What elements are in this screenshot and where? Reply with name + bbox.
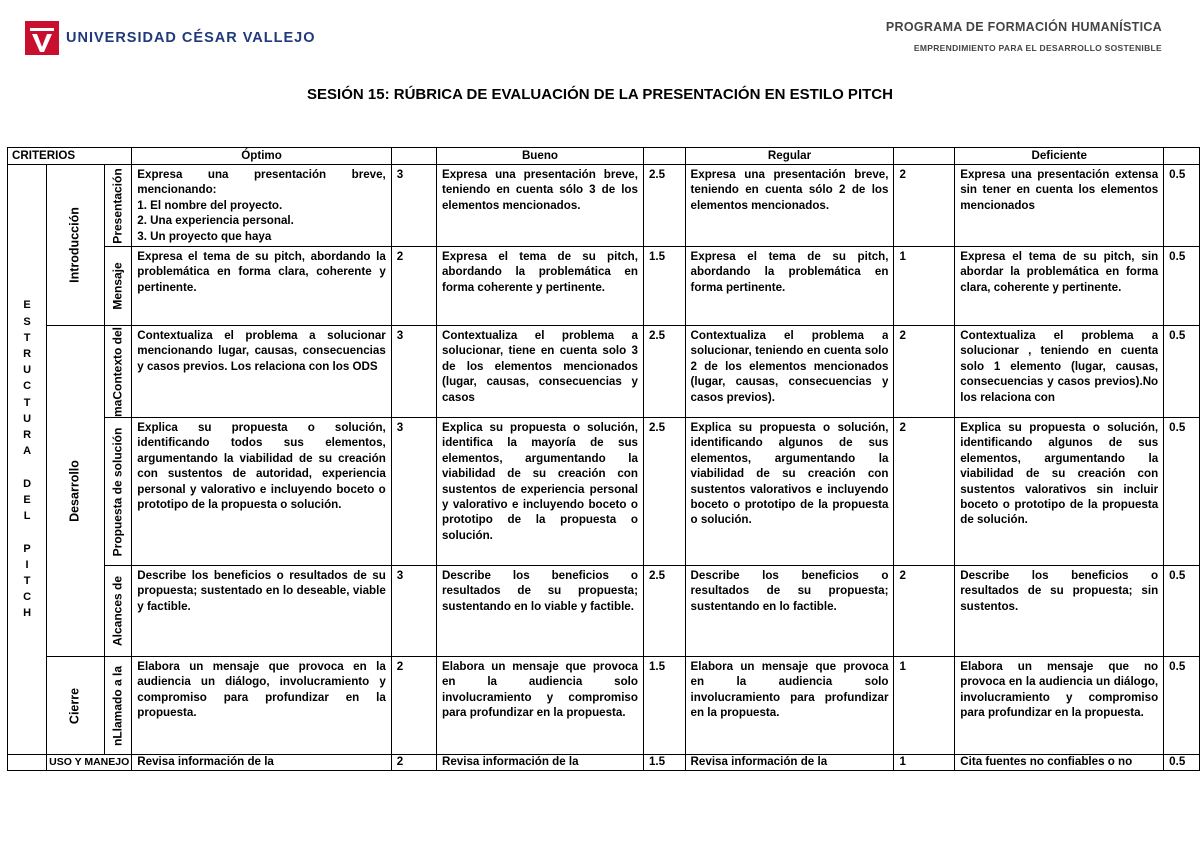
criterion-alcances: Alcances de (104, 566, 131, 657)
score-bueno: 2.5 (643, 566, 685, 657)
cell-regular: Describe los beneficios o resultados de su propuesta; sustentando en lo factible. (685, 566, 894, 657)
criterion-mensaje: Mensaje (104, 247, 131, 326)
cell-deficiente: Expresa una presentación extensa sin tener en cuenta los elementos mencionados (955, 165, 1164, 247)
table-row (8, 247, 1200, 326)
score-regular: 2 (894, 326, 955, 418)
score-optimo: 3 (391, 165, 436, 247)
score-bueno: 2.5 (643, 165, 685, 247)
criterion-llamado: nLlamado a la (104, 657, 131, 755)
cell-bueno: Contextualiza el problema a solucionar, tiene en cuenta solo 3 de los elementos mencionados (lugar, causas, consecuencias y casos (436, 326, 643, 418)
cell-regular: Contextualiza el problema a solucionar, teniendo en cuenta solo 2 de los elementos mencionados (lugar, causas, consecuencias y casos previos). (685, 326, 894, 418)
score-deficiente: 0.5 (1164, 165, 1200, 247)
cell-regular: Explica su propuesta o solución, identificando algunos de sus elementos, argumentando la viabilidad de su creación con sustentos valorativos e incluyendo boceto o prototipo de la propuesta o solución. (685, 418, 894, 566)
table-header-row (8, 148, 1200, 165)
cell-deficiente: Elabora un mensaje que no provoca en la audiencia un diálogo, involucramiento y compromiso para profundizar en la propuesta. (955, 657, 1164, 755)
table-row (8, 566, 1200, 657)
header-optimo: Óptimo (132, 148, 392, 165)
cell-regular: Elabora un mensaje que provoca en la audiencia solo involucramiento para profundizar en la propuesta. (685, 657, 894, 755)
cell-optimo: Explica su propuesta o solución, identificando todos sus elementos, argumentando la viabilidad de su creación con sustentos de autoridad, experiencia personal y valorativo e incluyendo boceto o prototipo de la propuesta o solución. (132, 418, 392, 566)
table-row (8, 657, 1200, 755)
criterion-propuesta: Propuesta de solución (104, 418, 131, 566)
score-bueno: 1.5 (643, 247, 685, 326)
cell-bueno: Elabora un mensaje que provoca en la audiencia solo involucramiento y compromiso para profundizar en la propuesta. (436, 657, 643, 755)
page-title: SESIÓN 15: RÚBRICA DE EVALUACIÓN DE LA PRESENTACIÓN EN ESTILO PITCH (307, 86, 893, 103)
university-name: UNIVERSIDAD CÉSAR VALLEJO (66, 30, 316, 46)
cell-optimo: Expresa el tema de su pitch, abordando la problemática en forma clara, coherente y pertinente. (132, 247, 392, 326)
cell-deficiente: Expresa el tema de su pitch, sin abordar la problemática en forma clara, coherente y pertinente. (955, 247, 1164, 326)
cell-regular: Expresa una presentación breve, teniendo en cuenta sólo 2 de los elementos mencionados. (685, 165, 894, 247)
table-row (8, 418, 1200, 566)
score-regular: 2 (894, 165, 955, 247)
cell-bueno: Expresa una presentación breve, teniendo en cuenta sólo 3 de los elementos mencionados. (436, 165, 643, 247)
estructura-del-pitch-label: E S T R U C T U R A D E L P I T C H (8, 165, 47, 755)
score-bueno: 2.5 (643, 326, 685, 418)
score-optimo: 2 (391, 755, 436, 771)
section-cierre: Cierre (47, 657, 105, 755)
score-optimo: 2 (391, 657, 436, 755)
score-optimo: 3 (391, 566, 436, 657)
score-deficiente: 0.5 (1164, 247, 1200, 326)
cell-regular: Expresa el tema de su pitch, abordando la problemática en forma pertinente. (685, 247, 894, 326)
score-deficiente: 0.5 (1164, 755, 1200, 771)
header-regular: Regular (685, 148, 894, 165)
criterion-contexto: maContexto del (104, 326, 131, 418)
cell-bueno: Explica su propuesta o solución, identifica la mayoría de sus elementos, argumentando la viabilidad de su creación con sustentos de experiencia personal y valorativo e incluyendo boceto o prototipo de la propuesta o solución. (436, 418, 643, 566)
score-bueno: 2.5 (643, 418, 685, 566)
score-regular: 1 (894, 657, 955, 755)
program-header (886, 20, 1162, 53)
program-subtitle: EMPRENDIMIENTO PARA EL DESARROLLO SOSTENIBLE (913, 43, 1162, 53)
cell-bueno: Describe los beneficios o resultados de su propuesta; sustentando en lo viable y factible. (436, 566, 643, 657)
section-desarrollo: Desarrollo (47, 326, 105, 657)
cell-deficiente: Describe los beneficios o resultados de su propuesta; sin sustentos. (955, 566, 1164, 657)
table-row (8, 165, 1200, 247)
score-deficiente: 0.5 (1164, 418, 1200, 566)
score-optimo: 2 (391, 247, 436, 326)
header-criterios: CRITERIOS (8, 148, 132, 165)
ucv-shield-icon (24, 20, 60, 56)
table-row (8, 755, 1200, 771)
criterion-presentacion: Presentación (104, 165, 131, 247)
cell-optimo: Revisa información de la (132, 755, 392, 771)
criterion-uso-manejo: USO Y MANEJO (47, 755, 132, 771)
score-regular: 2 (894, 418, 955, 566)
cell-deficiente: Explica su propuesta o solución, identificando algunos de sus elementos, argumentando la viabilidad de su creación con sustentos valorativos sin incluir boceto o prototipo de la propuesta de solución. (955, 418, 1164, 566)
cell-bueno: Expresa el tema de su pitch, abordando la problemática en forma coherente y pertinente. (436, 247, 643, 326)
cell-bueno: Revisa información de la (436, 755, 643, 771)
cell-regular: Revisa información de la (685, 755, 894, 771)
score-deficiente: 0.5 (1164, 657, 1200, 755)
score-deficiente: 0.5 (1164, 326, 1200, 418)
score-optimo: 3 (391, 418, 436, 566)
university-logo (24, 20, 316, 56)
score-optimo: 3 (391, 326, 436, 418)
rubric-table (7, 147, 1200, 771)
section-introduccion: Introducción (47, 165, 105, 326)
score-regular: 1 (894, 755, 955, 771)
score-bueno: 1.5 (643, 657, 685, 755)
cell-deficiente: Cita fuentes no confiables o no (955, 755, 1164, 771)
cell-optimo: Elabora un mensaje que provoca en la audiencia un diálogo, involucramiento y compromiso para profundizar en la propuesta. (132, 657, 392, 755)
score-regular: 2 (894, 566, 955, 657)
header-deficiente: Deficiente (955, 148, 1164, 165)
header-bueno: Bueno (436, 148, 643, 165)
cell-optimo: Contextualiza el problema a solucionar mencionando lugar, causas, consecuencias y casos previos. Los relaciona con los ODS (132, 326, 392, 418)
score-regular: 1 (894, 247, 955, 326)
score-deficiente: 0.5 (1164, 566, 1200, 657)
program-title: PROGRAMA DE FORMACIÓN HUMANÍSTICA (885, 20, 1162, 34)
cell-deficiente: Contextualiza el problema a solucionar , teniendo en cuenta solo 1 elemento (lugar, causas, consecuencias y casos previos).No los relaciona con (955, 326, 1164, 418)
cell-optimo: Expresa una presentación breve, mencionando: 1. El nombre del proyecto. 2. Una experiencia personal. 3. Un proyecto que haya (132, 165, 392, 247)
cell-optimo: Describe los beneficios o resultados de su propuesta; sustentado en lo deseable, viable y factible. (132, 566, 392, 657)
table-row (8, 326, 1200, 418)
score-bueno: 1.5 (643, 755, 685, 771)
